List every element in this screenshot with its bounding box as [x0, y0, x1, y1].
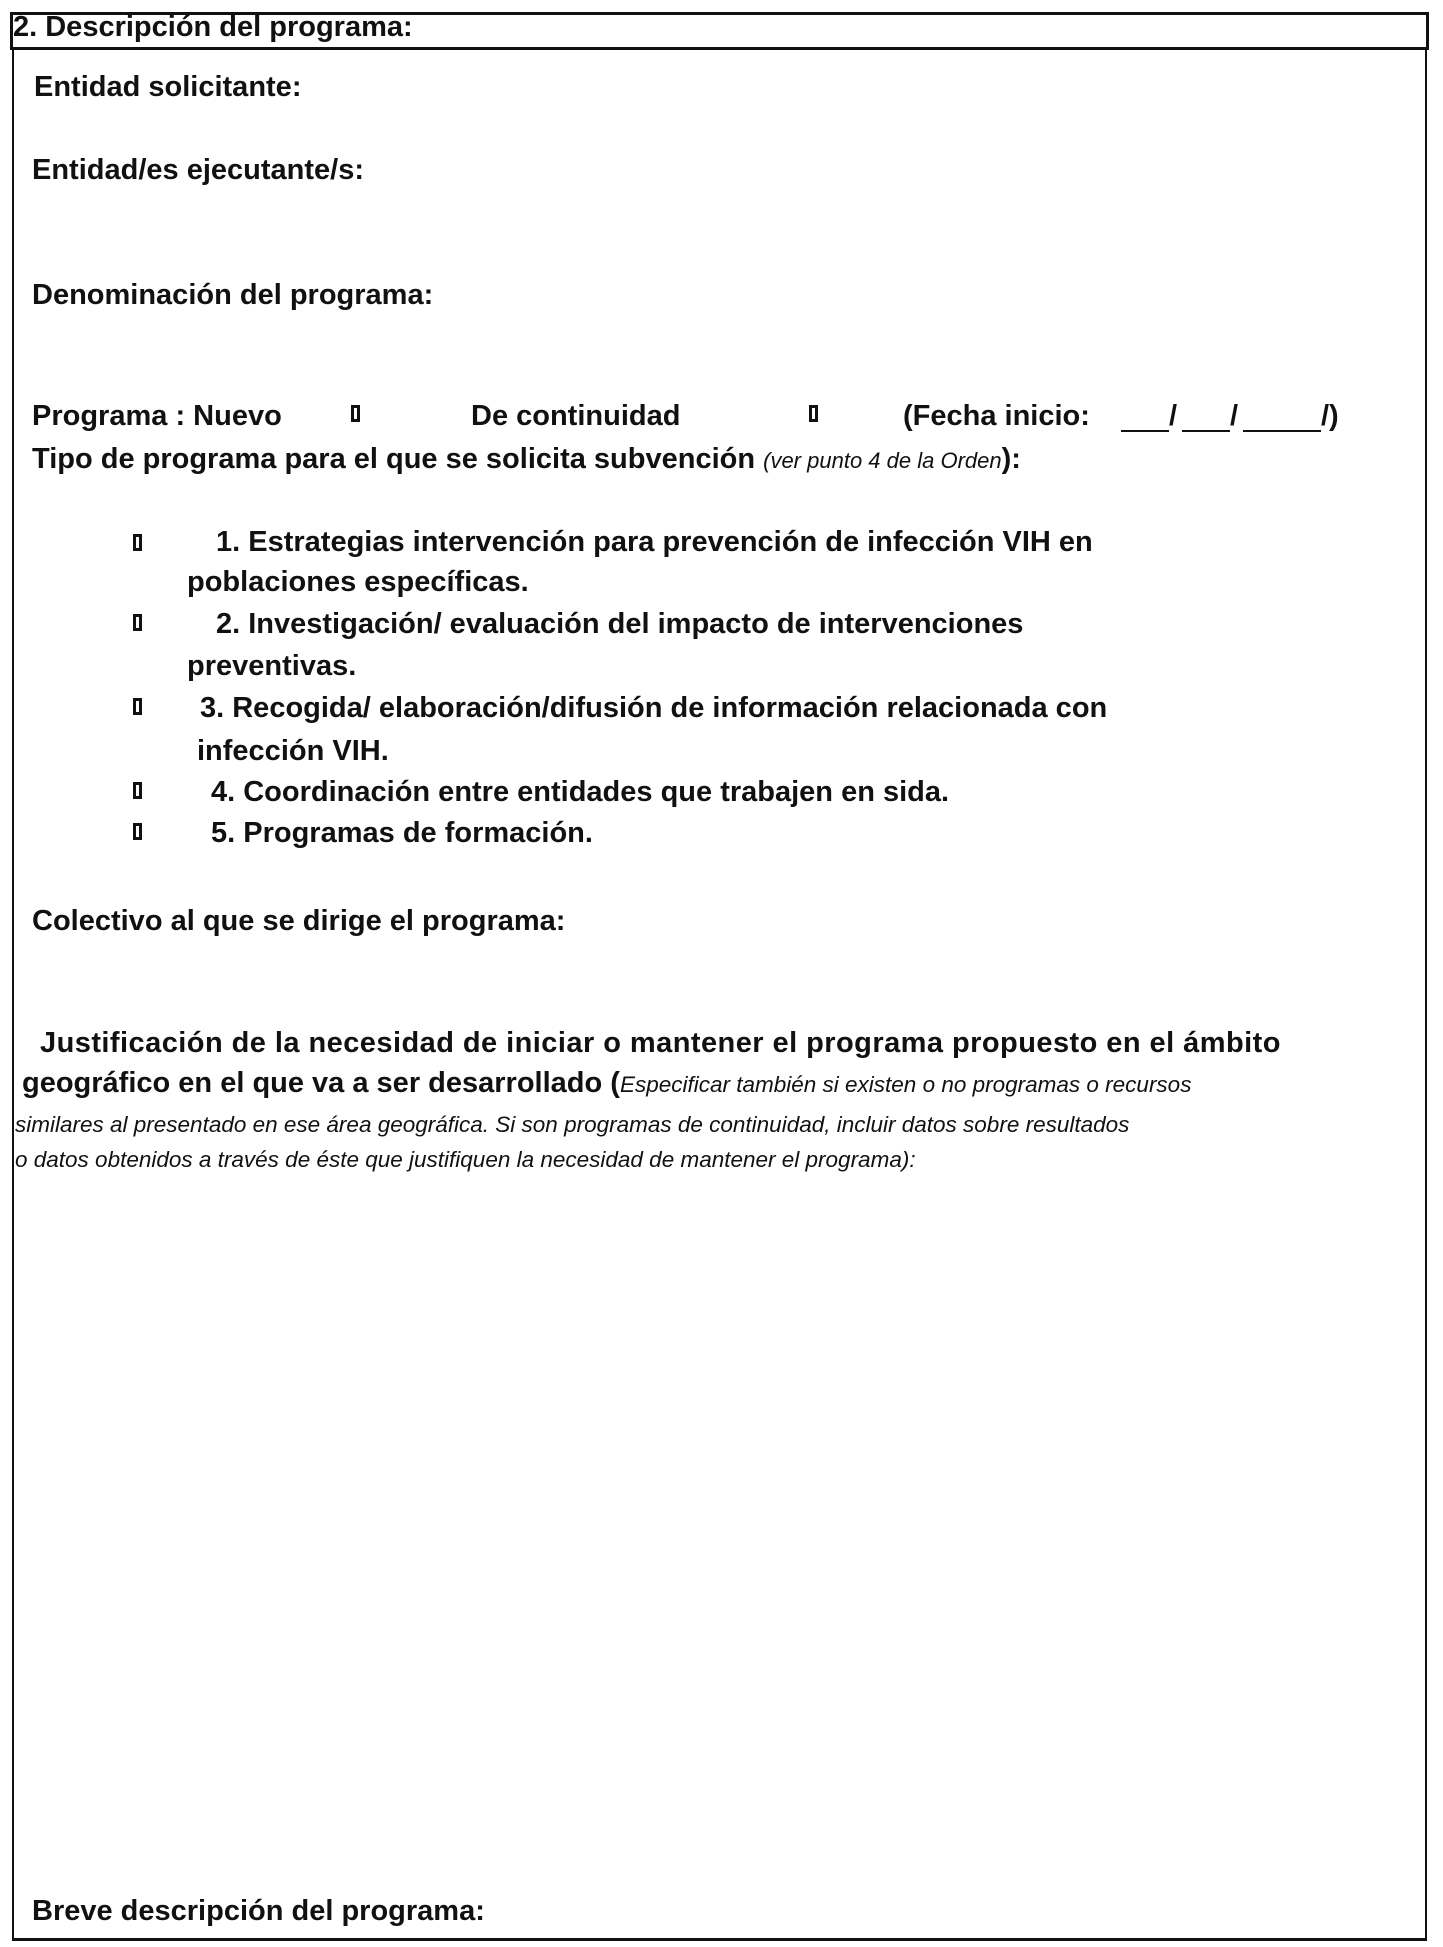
- tipo-programa-note: (ver punto 4 de la Orden: [763, 448, 1002, 473]
- fecha-separator-1: /: [1169, 400, 1178, 432]
- justificacion-line-2: [22, 1066, 1191, 1102]
- entidad-solicitante-label: Entidad solicitante:: [34, 71, 302, 103]
- fecha-separator-2: /: [1230, 400, 1239, 432]
- programa-nuevo-label: Programa : Nuevo: [32, 400, 282, 432]
- program-type-5-line1: 5. Programas de formación.: [211, 817, 593, 849]
- frame-right-border: [1425, 50, 1427, 1940]
- program-type-1-line2: poblaciones específicas.: [187, 566, 529, 598]
- program-type-2-line1: 2. Investigación/ evaluación del impacto de intervenciones: [216, 608, 1024, 640]
- fecha-year-field[interactable]: [1243, 430, 1321, 432]
- program-type-checkbox-4[interactable]: [133, 782, 142, 799]
- program-type-checkbox-2[interactable]: [133, 614, 142, 631]
- tipo-programa-text: Tipo de programa para el que se solicita subvención: [32, 443, 756, 475]
- breve-descripcion-label: Breve descripción del programa:: [32, 1895, 485, 1927]
- section-title: 2. Descripción del programa:: [13, 11, 413, 43]
- denominacion-label: Denominación del programa:: [32, 279, 434, 311]
- nuevo-checkbox[interactable]: [351, 405, 360, 422]
- tipo-programa-label: [32, 443, 1021, 477]
- tipo-programa-tail: ):: [1001, 443, 1021, 475]
- program-type-checkbox-1[interactable]: [133, 534, 142, 551]
- program-type-checkbox-5[interactable]: [133, 823, 142, 840]
- fecha-month-field[interactable]: [1182, 430, 1230, 432]
- justificacion-line-1: Justificación de la necesidad de iniciar o mantener el programa propuesto en el ámbito: [40, 1027, 1281, 1059]
- justificacion-line-2-italic: Especificar también si existen o no programas o recursos: [619, 1072, 1192, 1097]
- fecha-day-field[interactable]: [1121, 430, 1169, 432]
- fecha-end: /): [1321, 400, 1339, 432]
- frame-bottom-border: [12, 1938, 1427, 1941]
- entidad-ejecutante-label: Entidad/es ejecutante/s:: [32, 154, 364, 186]
- program-type-2-line2: preventivas.: [187, 650, 357, 682]
- program-type-4-line1: 4. Coordinación entre entidades que trabajen en sida.: [211, 776, 950, 808]
- justificacion-line-4: o datos obtenidos a través de éste que justifiquen la necesidad de mantener el programa):: [15, 1147, 916, 1172]
- program-type-1-line1: 1. Estrategias intervención para prevención de infección VIH en: [216, 526, 1093, 558]
- justificacion-line-3: similares al presentado en ese área geográfica. Si son programas de continuidad, incluir datos sobre resultados: [15, 1112, 1130, 1137]
- continuidad-label: De continuidad: [471, 400, 681, 432]
- justificacion-line-2-bold: geográfico en el que va a ser desarrollado (: [22, 1067, 620, 1099]
- program-type-3-line2: infección VIH.: [197, 735, 389, 767]
- fecha-inicio-label: (Fecha inicio:: [903, 400, 1090, 432]
- continuidad-checkbox[interactable]: [809, 405, 818, 422]
- frame-left-border: [12, 50, 14, 1940]
- program-type-checkbox-3[interactable]: [133, 698, 142, 715]
- program-type-3-line1: 3. Recogida/ elaboración/difusión de información relacionada con: [200, 692, 1108, 724]
- colectivo-label: Colectivo al que se dirige el programa:: [32, 905, 566, 937]
